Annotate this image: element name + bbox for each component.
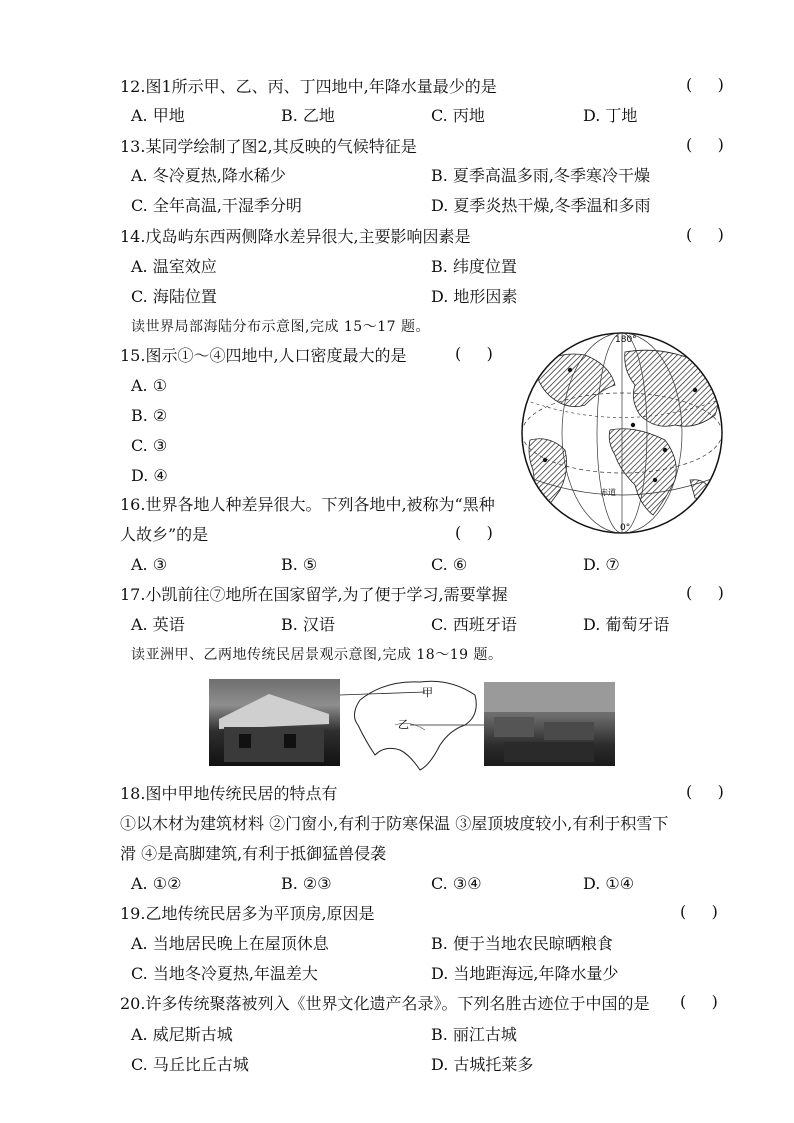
q16-stem-line2: 人故乡”的是 xyxy=(120,525,209,544)
q19-stem: 19.乙地传统民居多为平顶房,原因是 xyxy=(120,904,375,923)
q12-option-b: B. 乙地 xyxy=(281,106,335,125)
q19-option-d: D. 当地距海远,年降水量少 xyxy=(431,964,619,983)
q18-option-b: B. ②③ xyxy=(281,874,332,893)
q20-bracket: ( ) xyxy=(680,992,718,1011)
q15-bracket: ( ) xyxy=(455,344,493,363)
q17-option-d: D. 葡萄牙语 xyxy=(583,615,670,634)
map-label-yi: 乙 xyxy=(398,718,409,731)
q18-option-a: A. ①② xyxy=(131,874,182,893)
q13-option-d: D. 夏季炎热干燥,冬季温和多雨 xyxy=(431,196,651,215)
q18-option-d: D. ①④ xyxy=(583,874,635,893)
q16-option-c: C. ⑥ xyxy=(431,555,468,574)
house-photo-jia xyxy=(209,679,340,766)
map-label-jia: 甲 xyxy=(422,686,433,699)
asia-map xyxy=(340,670,484,774)
q13-option-c: C. 全年高温,干湿季分明 xyxy=(131,196,302,215)
q19-option-c: C. 当地冬冷夏热,年温差大 xyxy=(131,964,318,983)
q16-bracket: ( ) xyxy=(455,523,493,542)
q12-option-a: A. 甲地 xyxy=(131,106,185,125)
q14-option-c: C. 海陆位置 xyxy=(131,287,217,306)
world-globe-map xyxy=(515,330,730,535)
globe-label-0: 0° xyxy=(620,523,631,533)
q19-option-b: B. 便于当地农民晾晒粮食 xyxy=(431,934,613,953)
q16-option-d: D. ⑦ xyxy=(583,555,620,574)
q16-option-b: B. ⑤ xyxy=(281,555,318,574)
q14-option-b: B. 纬度位置 xyxy=(431,257,517,276)
q18-stem: 18.图中甲地传统民居的特点有 xyxy=(120,784,338,803)
q20-stem: 20.许多传统聚落被列入《世界文化遗产名录》。下列名胜古迹位于中国的是 xyxy=(120,994,650,1013)
q13-stem: 13.某同学绘制了图2,其反映的气候特征是 xyxy=(120,137,417,156)
q17-stem: 17.小凯前往⑦地所在国家留学,为了便于学习,需要掌握 xyxy=(120,585,508,604)
q18-bracket: ( ) xyxy=(686,782,724,801)
q17-option-c: C. 西班牙语 xyxy=(431,615,517,634)
q12-option-d: D. 丁地 xyxy=(583,106,638,125)
q12-stem: 12.图1所示甲、乙、丙、丁四地中,年降水量最少的是 xyxy=(120,77,497,96)
q18-option-c: C. ③④ xyxy=(431,874,482,893)
globe-label-180: 180° xyxy=(615,335,637,345)
q20-option-d: D. 古城托莱多 xyxy=(431,1055,534,1074)
q20-option-a: A. 威尼斯古城 xyxy=(131,1025,233,1044)
q14-stem: 14.戊岛屿东西两侧降水差异很大,主要影响因素是 xyxy=(120,227,471,246)
q18-statements-line2: 滑 ④是高脚建筑,有利于抵御猛兽侵袭 xyxy=(120,844,387,863)
q19-bracket: ( ) xyxy=(680,902,718,921)
q16-stem-line1: 16.世界各地人种差异很大。下列各地中,被称为“黑种 xyxy=(120,495,495,514)
q20-option-c: C. 马丘比丘古城 xyxy=(131,1055,249,1074)
q13-option-a: A. 冬冷夏热,降水稀少 xyxy=(131,166,286,185)
q14-option-d: D. 地形因素 xyxy=(431,287,518,306)
q13-option-b: B. 夏季高温多雨,冬季寒冷干燥 xyxy=(431,166,651,185)
house-photo-yi xyxy=(484,682,615,766)
q15-option-b: B. ② xyxy=(131,406,168,425)
q15-option-d: D. ④ xyxy=(131,466,168,485)
q14-bracket: ( ) xyxy=(686,225,724,244)
q17-option-b: B. 汉语 xyxy=(281,615,335,634)
q12-option-c: C. 丙地 xyxy=(431,106,485,125)
globe-label-equator: 赤道 xyxy=(600,488,616,497)
q19-option-a: A. 当地居民晚上在屋顶休息 xyxy=(131,934,329,953)
intro-18-19: 读亚洲甲、乙两地传统民居景观示意图,完成 18～19 题。 xyxy=(131,647,503,663)
q12-bracket: ( ) xyxy=(686,75,724,94)
q13-bracket: ( ) xyxy=(686,135,724,154)
q17-option-a: A. 英语 xyxy=(131,615,185,634)
intro-15-17: 读世界局部海陆分布示意图,完成 15～17 题。 xyxy=(131,319,430,335)
q15-option-c: C. ③ xyxy=(131,436,168,455)
q15-stem: 15.图示①～④四地中,人口密度最大的是 xyxy=(120,346,407,365)
q14-option-a: A. 温室效应 xyxy=(131,257,217,276)
q17-bracket: ( ) xyxy=(686,583,724,602)
q15-option-a: A. ① xyxy=(131,376,168,395)
q18-statements-line1: ①以木材为建筑材料 ②门窗小,有利于防寒保温 ③屋顶坡度较小,有利于积雪下 xyxy=(120,814,669,833)
q16-option-a: A. ③ xyxy=(131,555,168,574)
q20-option-b: B. 丽江古城 xyxy=(431,1025,517,1044)
